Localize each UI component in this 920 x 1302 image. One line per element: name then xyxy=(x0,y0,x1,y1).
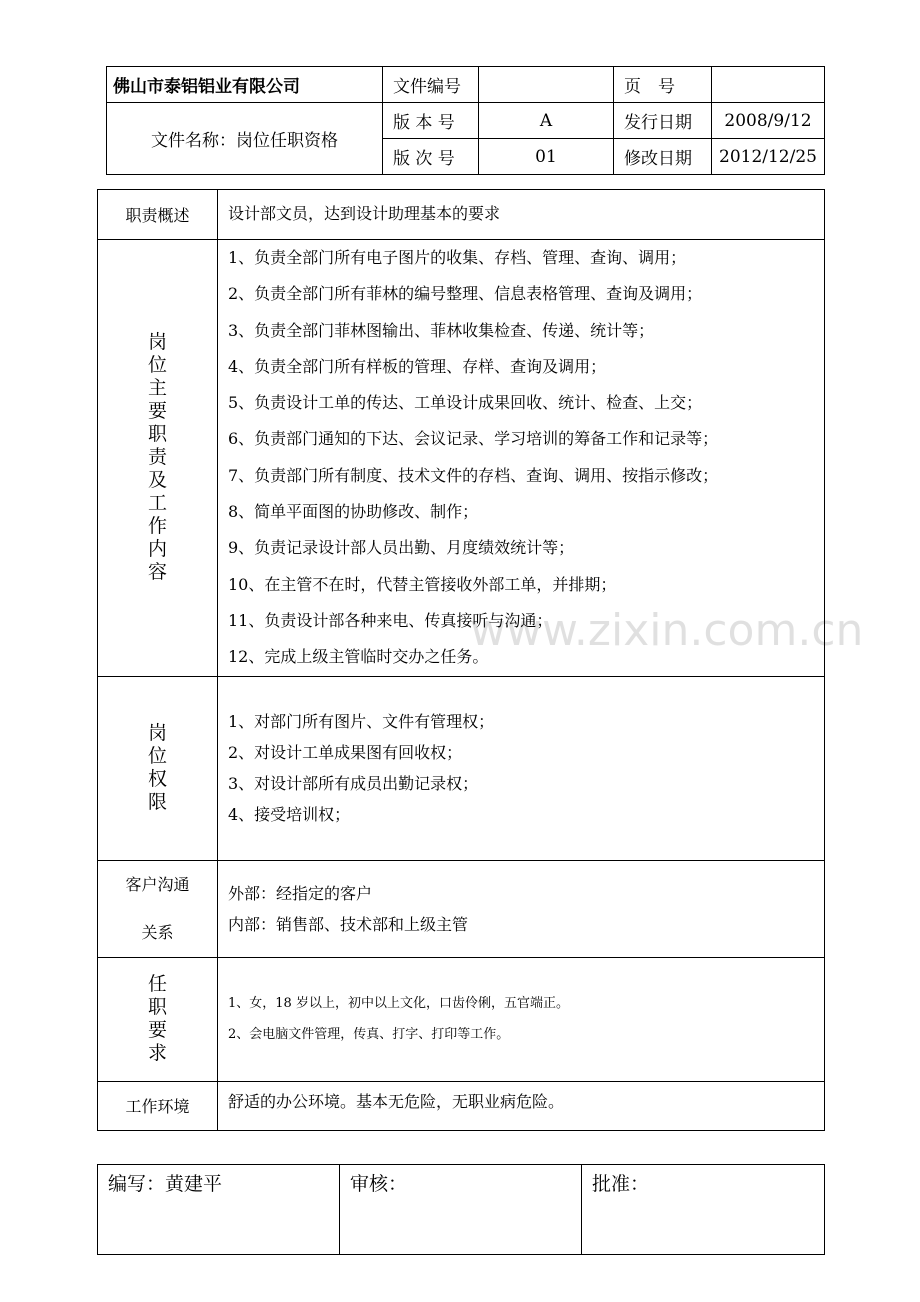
company-name: 佛山市泰铝铝业有限公司 xyxy=(107,67,383,103)
requirement-item: 2、会电脑文件管理，传真、打字、打印等工作。 xyxy=(228,1027,510,1043)
requirements-label-cell xyxy=(98,957,218,1081)
approver-field: 批准： xyxy=(582,1165,825,1255)
page-label: 页 号 xyxy=(614,67,712,103)
authority-item: 3、对设计部所有成员出勤记录权； xyxy=(228,774,479,794)
file-no-value xyxy=(479,67,614,103)
authority-item: 2、对设计工单成果图有回收权； xyxy=(228,743,463,763)
revision-value: 01 xyxy=(479,139,614,175)
communication-list xyxy=(218,860,825,957)
environment-label: 工作环境 xyxy=(98,1081,218,1130)
communication-label-cell xyxy=(98,860,218,957)
duty-item: 11、负责设计部各种来电、传真接听与沟通； xyxy=(228,610,553,630)
environment-line: 舒适的办公环境。基本无危险，无职业病危险。 xyxy=(228,1091,565,1111)
communication-item: 内部：销售部、技术部和上级主管 xyxy=(228,914,469,934)
environment-text xyxy=(218,1081,825,1130)
author-field: 编写：黄建平 xyxy=(98,1165,340,1255)
issue-date-value: 2008/9/12 xyxy=(712,103,825,139)
duty-item: 5、负责设计工单的传达、工单设计成果回收、统计、检查、上交； xyxy=(228,393,703,413)
issue-date-label: 发行日期 xyxy=(614,103,712,139)
duty-item: 6、负责部门通知的下达、会议记录、学习培训的筹备工作和记录等； xyxy=(228,429,719,449)
duty-item: 10、在主管不在时，代替主管接收外部工单，并排期； xyxy=(228,574,617,594)
requirements-label: 任职要求 xyxy=(147,973,167,1065)
duties-label-cell xyxy=(98,240,218,677)
duties-label: 岗位主要职责及工作内容 xyxy=(147,331,167,584)
duty-item: 3、负责全部门菲林图输出、菲林收集检查、传递、统计等； xyxy=(228,320,655,340)
authority-label-cell xyxy=(98,676,218,860)
revision-label: 版 次 号 xyxy=(383,139,479,175)
duty-item: 2、负责全部门所有菲林的编号整理、信息表格管理、查询及调用； xyxy=(228,284,703,304)
job-qualification-table xyxy=(97,189,825,1131)
modify-date-label: 修改日期 xyxy=(614,139,712,175)
communication-item: 外部：经指定的客户 xyxy=(228,883,373,903)
file-name: 文件名称：岗位任职资格 xyxy=(107,103,383,175)
authority-label: 岗位权限 xyxy=(147,722,167,814)
duty-item: 7、负责部门所有制度、技术文件的存档、查询、调用、按指示修改； xyxy=(228,465,719,485)
duty-item: 1、负责全部门所有电子图片的收集、存档、管理、查询、调用； xyxy=(228,248,687,267)
duty-item: 9、负责记录设计部人员出勤、月度绩效统计等； xyxy=(228,538,575,558)
communication-label-line1: 客户沟通 xyxy=(125,874,190,894)
authority-list xyxy=(218,676,825,860)
signature-table xyxy=(97,1164,825,1255)
watermark: www.zixin.com.cn xyxy=(470,605,864,656)
modify-date-value: 2012/12/25 xyxy=(712,139,825,175)
version-label: 版 本 号 xyxy=(383,103,479,139)
authority-item: 1、对部门所有图片、文件有管理权； xyxy=(228,712,495,732)
authority-item: 4、接受培训权； xyxy=(228,805,351,825)
duty-item: 8、简单平面图的协助修改、制作； xyxy=(228,502,479,522)
summary-label: 职责概述 xyxy=(98,190,218,240)
page-value xyxy=(712,67,825,103)
requirement-item: 1、女，18 岁以上，初中以上文化，口齿伶俐，五官端正。 xyxy=(228,996,569,1012)
communication-label-line2: 关系 xyxy=(141,922,174,942)
duty-item: 12、完成上级主管临时交办之任务。 xyxy=(228,647,489,667)
duty-item: 4、负责全部门所有样板的管理、存样、查询及调用； xyxy=(228,356,607,376)
summary-line: 设计部文员，达到设计助理基本的要求 xyxy=(228,204,501,224)
document-header-table xyxy=(106,66,825,175)
duties-list xyxy=(218,240,825,677)
summary-text xyxy=(218,190,825,240)
requirements-list xyxy=(218,957,825,1081)
version-value: A xyxy=(479,103,614,139)
file-no-label: 文件编号 xyxy=(383,67,479,103)
reviewer-field: 审核： xyxy=(340,1165,582,1255)
